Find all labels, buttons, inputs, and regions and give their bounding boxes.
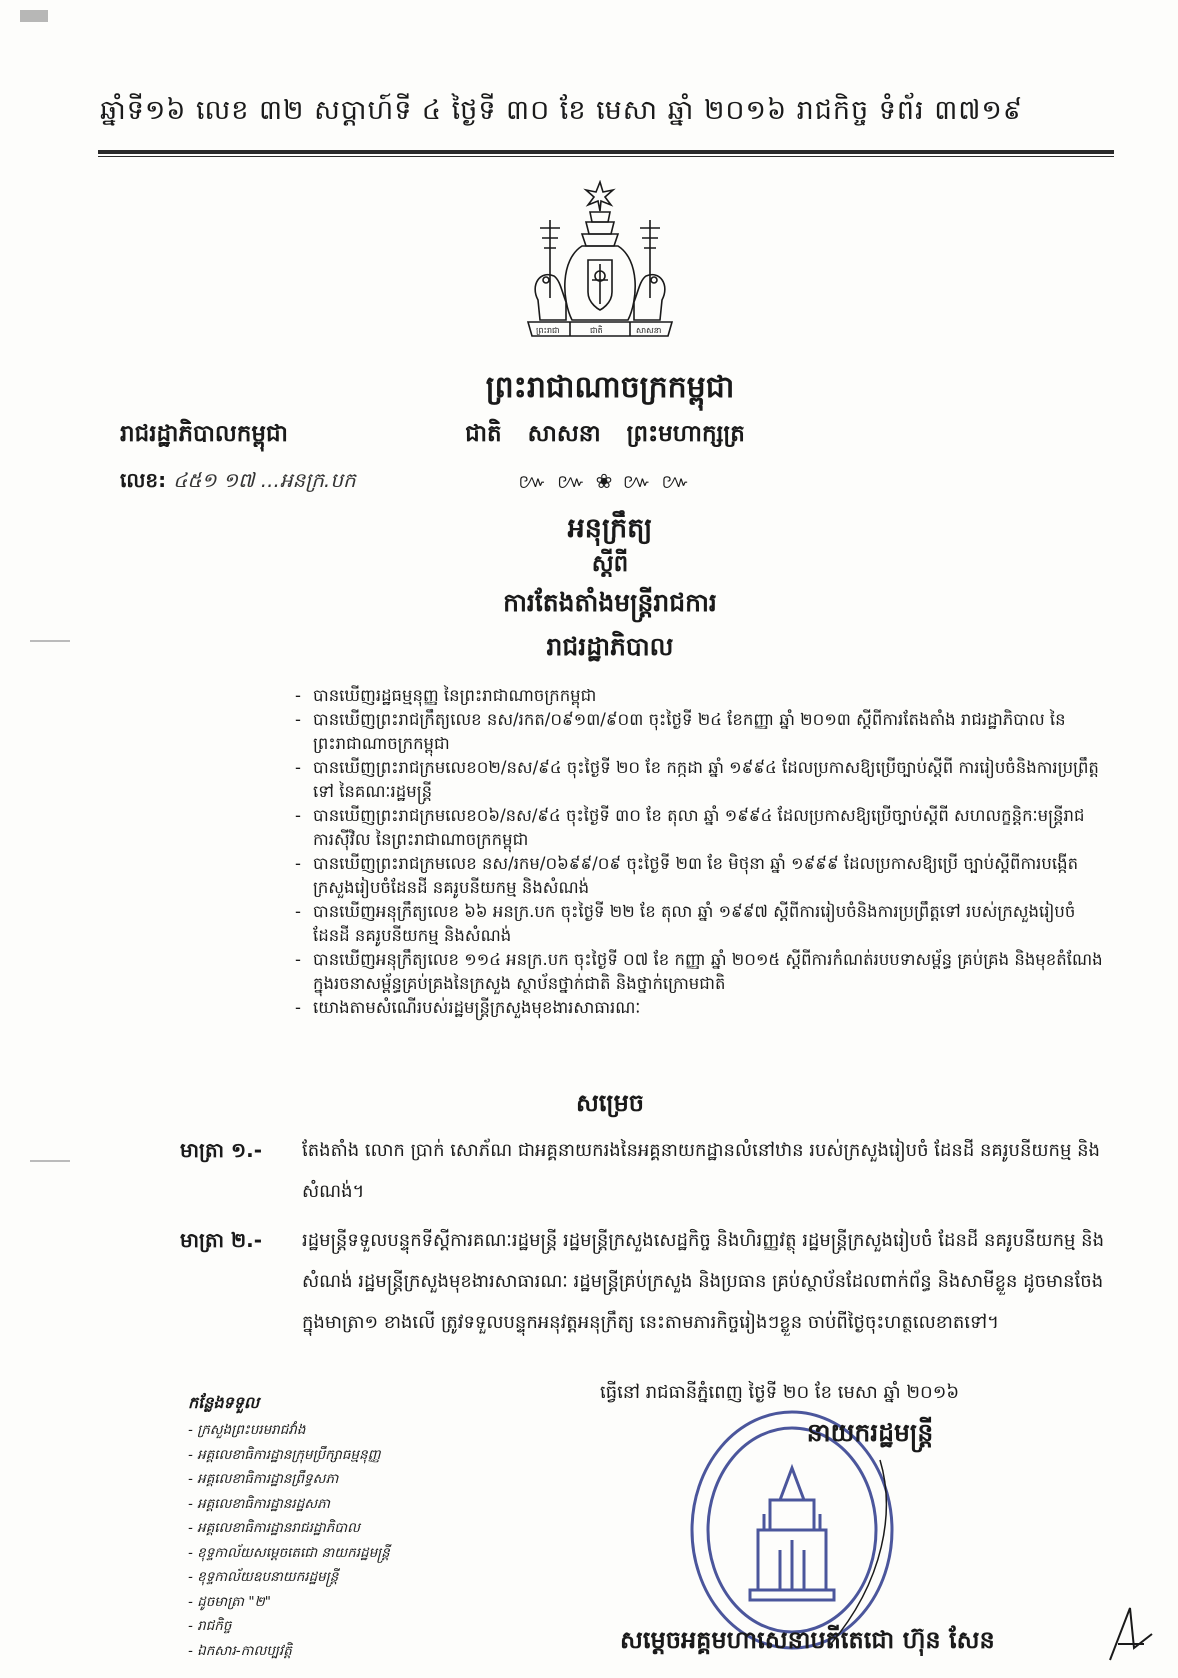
article-text: រដ្ឋមន្ត្រីទទួលបន្ទុកទីស្តីការគណៈរដ្ឋមន្ត្រី រដ្ឋមន្ត្រីក្រសួងសេដ្ឋកិច្ច និងហិរញ្ញវត្ថុ រដ្ឋមន្ត្រីក្រសួងរៀបចំ ដែនដី នគរូបនីយកម្ម និងសំណង់ រដ្ឋមន្ត្រីក្រសួងមុខងារសាធារណៈ រដ្ឋមន្ត្រីគ្រប់ក្រសួង និងប្រធាន គ្រប់ស្ថាប័នដែលពាក់ព័ន្ធ និងសាមីខ្លួន ដូចមានចែងក្នុងមាត្រា១ ខាងលើ ត្រូវទទួលបន្ទុកអនុវត្តអនុក្រឹត្យ នេះតាមភារកិច្ចរៀងៗខ្លួន ចាប់ពីថ្ងៃចុះហត្ថលេខាតទៅ។ [302, 1230, 1105, 1333]
prime-minister-name: សម្តេចអគ្គមហាសេនាបតីតេជោ ហ៊ុន សែន [620, 1626, 995, 1654]
document-about: ស្តីពី [591, 551, 629, 577]
gazette-header: ឆ្នាំទី១៦ លេខ ៣២ សប្តាហ៍ទី ៤ ថ្ងៃទី ៣០ ខែ មេសា ឆ្នាំ ២០១៦ រាជកិច្ច ទំព័រ ៣៧១៩ [100, 95, 1023, 126]
recipient-item: - ឯកសារ-កាលប្បវត្តិ [188, 1642, 292, 1659]
recipient-item: - អគ្គលេខាធិការដ្ឋានរដ្ឋសភា [188, 1495, 330, 1512]
recipient-item: - ខុទ្ទកាល័យសម្តេចតេជោ នាយករដ្ឋមន្ត្រី [188, 1544, 390, 1561]
visa-item: - បានឃើញព្រះរាជក្រឹត្យលេខ នស/រកត/០៩១៣/៩០៣ ចុះថ្ងៃទី ២៤ ខែកញ្ញា ឆ្នាំ ២០១៣ ស្តីពីការតែងតាំង រាជរដ្ឋាភិបាល នៃព្រះរាជាណាចក្រកម្ពុជា [295, 708, 1105, 756]
reference-handwritten: ៤៥១ ១៧ ...អនក្រ.បក [173, 468, 356, 492]
visa-item: - បានឃើញព្រះរាជក្រមលេខ០៦/នស/៩៤ ចុះថ្ងៃទី ៣០ ខែ តុលា ឆ្នាំ ១៩៩៤ ដែលប្រកាសឱ្យប្រើច្បាប់ស្តីពី សហលក្ខន្តិកៈមន្ត្រីរាជការស៊ីវិល នៃព្រះរាជាណាចក្រកម្ពុជា [295, 804, 1105, 852]
article-text: តែងតាំង លោក ប្រាក់ សោភ័ណ ជាអគ្គនាយករងនៃអគ្គនាយកដ្ឋានលំនៅឋាន របស់ក្រសួងរៀបចំ ដែនដី នគរូបនីយកម្ម និងសំណង់។ [302, 1140, 1100, 1202]
recipient-item: - អគ្គលេខាធិការដ្ឋានក្រុមប្រឹក្សាធម្មនុញ្ញ [188, 1446, 381, 1463]
national-motto: ជាតិ សាសនា ព្រះមហាក្សត្រ [465, 421, 745, 447]
document-type: អនុក្រឹត្យ [567, 513, 653, 544]
header-rule [98, 150, 1114, 154]
recipient-item: - អគ្គលេខាធិការដ្ឋានព្រឹទ្ធសភា [188, 1471, 339, 1487]
margin-dash [30, 1160, 70, 1162]
decides-heading: សម្រេច [575, 1089, 645, 1117]
visa-item: - បានឃើញរដ្ឋធម្មនុញ្ញ នៃព្រះរាជាណាចក្រកម្ពុជា [295, 684, 1105, 708]
article-2 [180, 1220, 1115, 1343]
recipients-list [188, 1418, 390, 1663]
reference-prefix: លេខ: [120, 468, 167, 492]
emblem-label-left: ព្រះរាជា [536, 326, 560, 335]
visa-item: - បានឃើញអនុក្រឹត្យលេខ ១១៤ អនក្រ.បក ចុះថ្ងៃទី ០៧ ខែ កញ្ញា ឆ្នាំ ២០១៥ ស្តីពីការកំណត់របបទាសម្ព័ន្ធ គ្រប់គ្រង និងមុខតំណែងក្នុងរចនាសម្ព័ន្ធគ្រប់គ្រងនៃក្រសួង ស្ថាប័នថ្នាក់ជាតិ និងថ្នាក់ក្រោមជាតិ [295, 948, 1105, 996]
emblem-label-center: ជាតិ [590, 326, 603, 335]
header-rule-thin [98, 156, 1114, 157]
place-date: ធ្វើនៅ រាជធានីភ្នំពេញ ថ្ងៃទី ២០ ខែ មេសា ឆ្នាំ ២០១៦ [600, 1382, 960, 1403]
margin-dash [30, 640, 70, 642]
article-1 [180, 1130, 1115, 1212]
recipient-item: - រាជកិច្ច [188, 1618, 232, 1634]
recipients-title: កន្លែងទទួល [188, 1393, 260, 1412]
article-label: មាត្រា ២.- [180, 1228, 263, 1252]
visa-item: - យោងតាមសំណើរបស់រដ្ឋមន្ត្រីក្រសួងមុខងារសាធារណៈ [295, 996, 1105, 1020]
recipient-item: - ដូចមាត្រា "២" [188, 1593, 271, 1610]
article-label: មាត្រា ១.- [180, 1138, 263, 1162]
emblem-label-right: សាសនា [636, 326, 662, 335]
visa-item: - បានឃើញព្រះរាជក្រមលេខ នស/រកម/០៦៩៩/០៩ ចុះថ្ងៃទី ២៣ ខែ មិថុនា ឆ្នាំ ១៩៩៩ ដែលប្រកាសឱ្យប្រើ ច្បាប់ស្តីពីការបង្កើតក្រសួងរៀបចំដែនដី នគរូបនីយកម្ម និងសំណង់ [295, 852, 1105, 900]
document-subject: ការតែងតាំងមន្ត្រីរាជការ [503, 588, 717, 617]
government-name: រាជរដ្ឋាភិបាលកម្ពុជា [120, 421, 288, 447]
prime-minister-title: នាយករដ្ឋមន្ត្រី [806, 1418, 934, 1447]
ornament-divider: ៚ ៚ ❀ ៚ ៚ [518, 469, 692, 493]
scan-edge-mark [20, 10, 48, 22]
handwritten-mark-icon [1100, 1600, 1160, 1670]
royal-emblem-icon [510, 180, 690, 355]
recipient-item: - ក្រសួងព្រះបរមរាជវាំង [188, 1422, 306, 1438]
recipient-item: - អគ្គលេខាធិការដ្ឋានរាជរដ្ឋាភិបាល [188, 1520, 360, 1536]
reference-number [120, 467, 356, 497]
visa-item: - បានឃើញអនុក្រឹត្យលេខ ៦៦ អនក្រ.បក ចុះថ្ងៃទី ២២ ខែ តុលា ឆ្នាំ ១៩៩៧ ស្តីពីការរៀបចំនិងការប្រព្រឹត្តទៅ របស់ក្រសួងរៀបចំដែនដី នគរូបនីយកម្ម និងសំណង់ [295, 900, 1105, 948]
kingdom-title: ព្រះរាជាណាចក្រកម្ពុជា [485, 370, 735, 405]
visa-item: - បានឃើញព្រះរាជក្រមលេខ០២/នស/៩៤ ចុះថ្ងៃទី ២០ ខែ កក្កដា ឆ្នាំ ១៩៩៤ ដែលប្រកាសឱ្យប្រើច្បាប់ស្តីពី ការរៀបចំនិងការប្រព្រឹត្តទៅ នៃគណៈរដ្ឋមន្ត្រី [295, 756, 1105, 804]
document-issuer: រាជរដ្ឋាភិបាល [546, 632, 674, 661]
visa-list [295, 684, 1105, 1020]
recipient-item: - ខុទ្ទកាល័យឧបនាយករដ្ឋមន្ត្រី [188, 1569, 339, 1585]
